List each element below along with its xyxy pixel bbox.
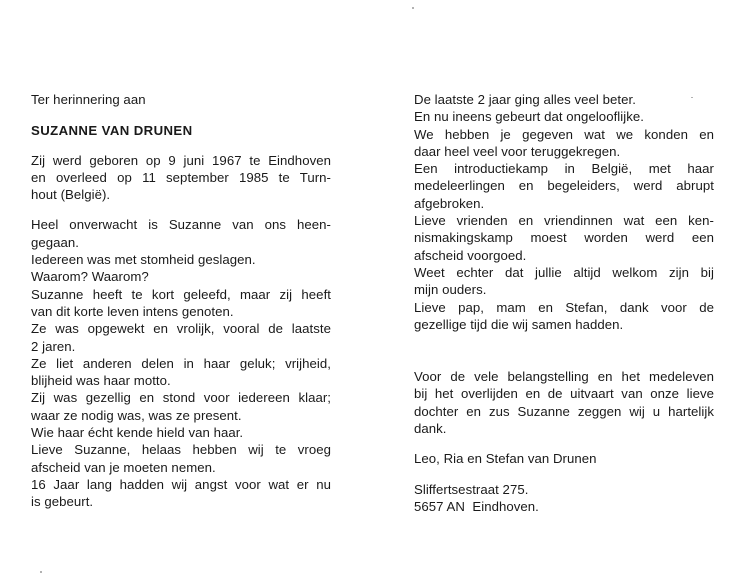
text-line: Een introductiekamp in België, met haar — [414, 161, 714, 177]
text-line: medeleerlingen en begeleiders, werd abrupt — [414, 178, 714, 194]
intro-text: Ter herinnering aan — [31, 92, 146, 107]
text-line: Voor de vele belangstelling en het medeleven — [414, 369, 714, 385]
text-line: is gebeurt. — [31, 494, 94, 510]
address-block — [414, 481, 714, 516]
text-line: 2 jaren. — [31, 338, 76, 354]
address-street: Sliffertsestraat 275. — [414, 481, 529, 497]
text-line: gegaan. — [31, 234, 80, 250]
text-line: 16 Jaar lang hadden wij angst voor wat er nu — [31, 476, 331, 492]
text-line: gezellige tijd die wij samen hadden. — [414, 316, 624, 332]
deceased-name: SUZANNE VAN DRUNEN — [31, 123, 193, 139]
text-line: Heel onverwacht is Suzanne van ons heen- — [31, 217, 331, 233]
text-line: daar heel veel voor teruggekregen. — [414, 143, 621, 159]
text-line: bij het overlijden en de uitvaart van onze lieve — [414, 386, 714, 402]
text-line: Weet echter dat jullie altijd welkom zijn bij — [414, 264, 714, 280]
text-line: van dit korte leven intens genoten. — [31, 303, 234, 319]
left-column — [31, 91, 331, 511]
print-speck — [412, 7, 414, 9]
text-line: We hebben je gegeven wat we konden en — [414, 126, 714, 142]
text-line: hout (België). — [31, 187, 111, 203]
right-column — [414, 91, 714, 515]
story-paragraph — [414, 91, 714, 333]
text-line: afscheid voorgoed. — [414, 247, 527, 263]
text-line: De laatste 2 jaar ging alles veel beter. — [414, 92, 636, 107]
family-signature: Leo, Ria en Stefan van Drunen — [414, 451, 597, 467]
text-line: Lieve Suzanne, helaas hebben wij te vroeg — [31, 442, 331, 458]
text-line: mijn ouders. — [414, 282, 487, 298]
text-line: en overleed op 11 september 1985 te Turn- — [31, 169, 331, 185]
text-line: Zij werd geboren op 9 juni 1967 te Eindhoven — [31, 152, 331, 168]
text-line: dochter en zus Suzanne zeggen wij u hartelijk — [414, 403, 714, 419]
print-speck — [40, 571, 42, 573]
memorial-paragraph — [31, 216, 331, 510]
text-line: nismakingskamp moest worden werd een — [414, 230, 714, 246]
text-line: Waarom? Waarom? — [31, 269, 149, 285]
text-line: Zij was gezellig en stond voor iedereen klaar; — [31, 390, 331, 406]
thanks-paragraph — [414, 368, 714, 437]
text-line: blijheid was haar motto. — [31, 373, 171, 389]
address-city: 5657 AN Eindhoven. — [414, 498, 539, 514]
text-line: Lieve pap, mam en Stefan, dank voor de — [414, 299, 714, 315]
text-line: Ze was opgewekt en vrolijk, vooral de laatste — [31, 321, 331, 337]
text-line: Ze liet anderen delen in haar geluk; vrijheid, — [31, 355, 331, 371]
text-line: En nu ineens gebeurt dat ongelooflijke. — [414, 109, 644, 125]
text-line: Suzanne heeft te kort geleefd, maar zij heeft — [31, 286, 331, 302]
text-line: afgebroken. — [414, 195, 485, 211]
text-line: waar ze nodig was, was ze present. — [31, 407, 242, 423]
text-line: Iedereen was met stomheid geslagen. — [31, 252, 256, 268]
text-line: Wie haar écht kende hield van haar. — [31, 425, 244, 441]
birth-paragraph — [31, 152, 331, 204]
text-line: dank. — [414, 421, 447, 437]
text-line: Lieve vrienden en vriendinnen wat een ken- — [414, 213, 714, 229]
text-line: afscheid van je moeten nemen. — [31, 459, 216, 475]
